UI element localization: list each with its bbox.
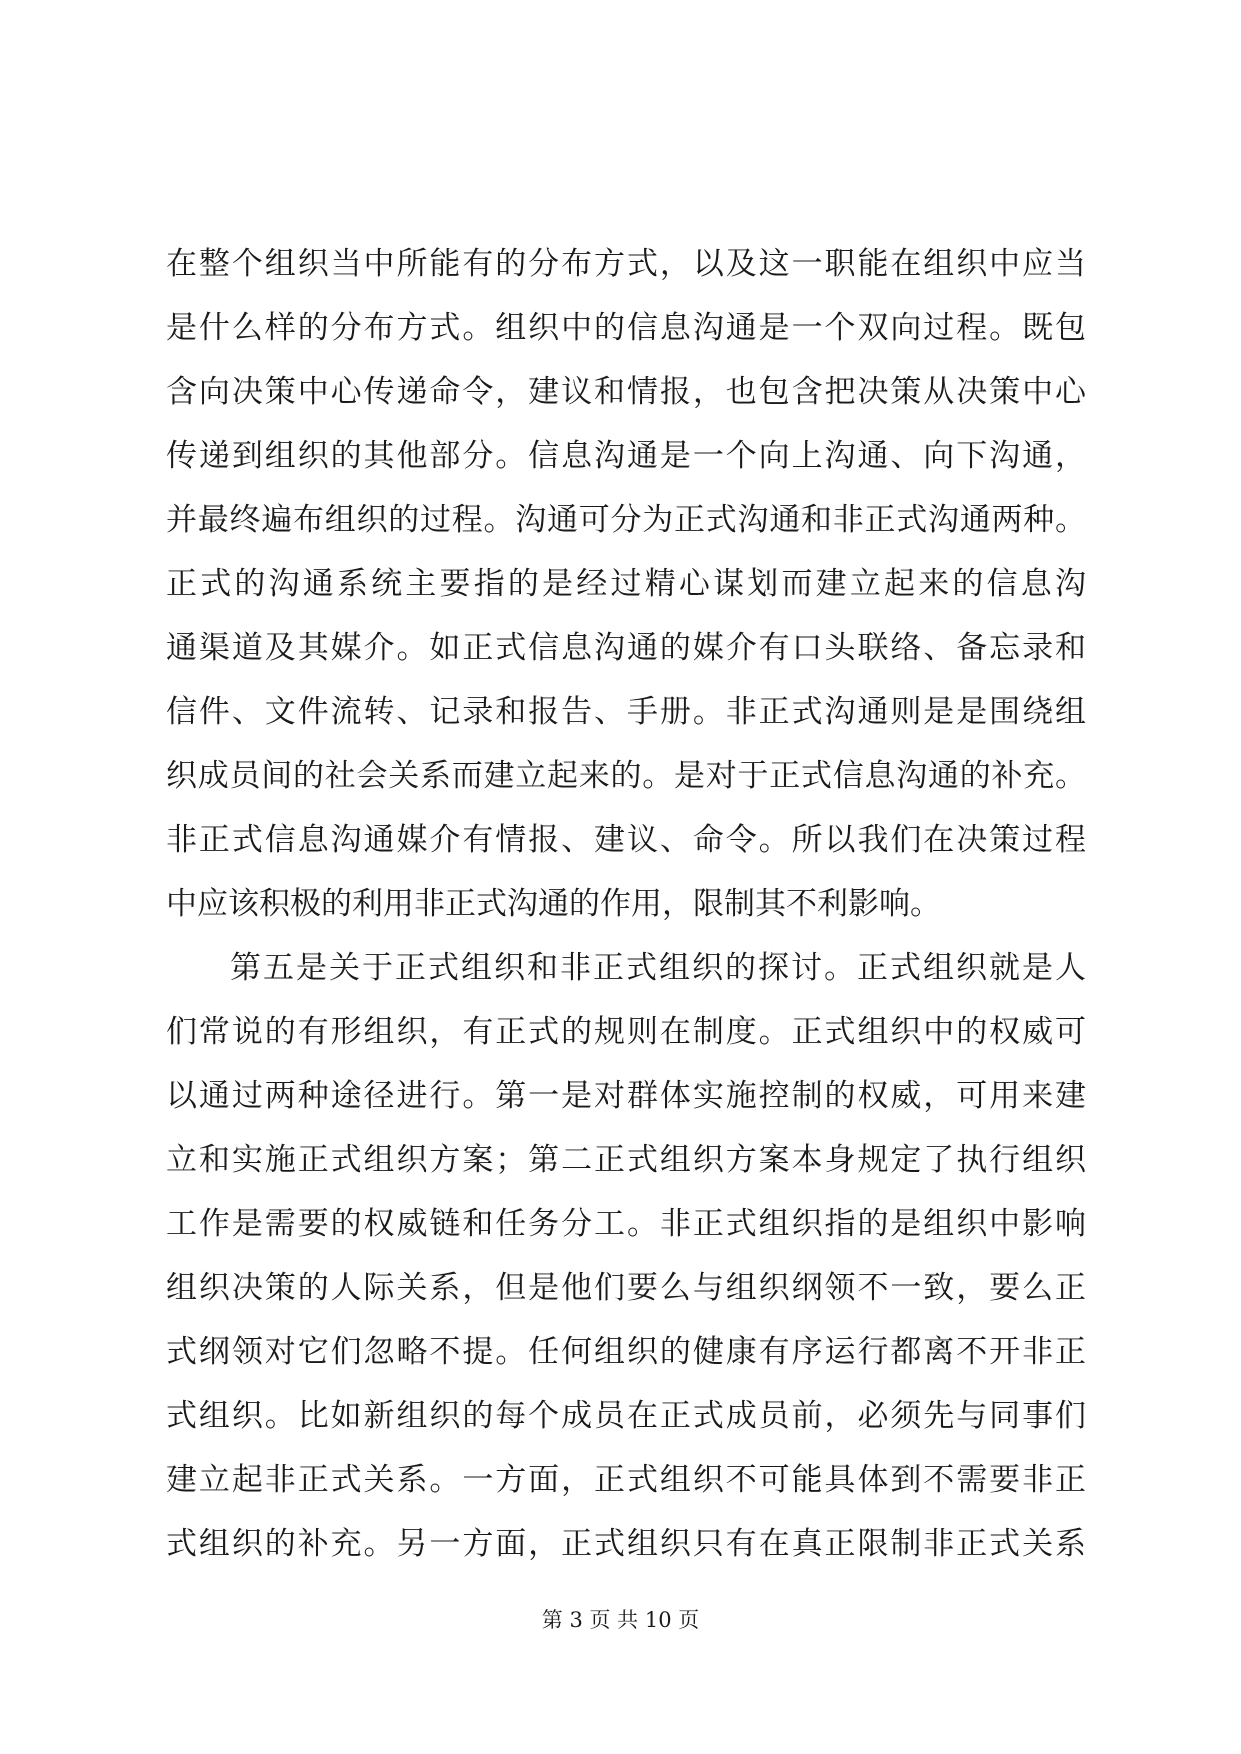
text-line: 式组织的补充。另一方面，正式组织只有在真正限制非正式关系 — [166, 1526, 1086, 1562]
text-line: 式组织。比如新组织的每个成员在正式成员前，必须先与同事们 — [166, 1398, 1086, 1434]
body-text — [166, 232, 1086, 1576]
text-line: 非正式信息沟通媒介有情报、建议、命令。所以我们在决策过程 — [166, 822, 1086, 858]
text-line: 并最终遍布组织的过程。沟通可分为正式沟通和非正式沟通两种。 — [166, 502, 1086, 538]
text-line: 组织决策的人际关系，但是他们要么与组织纲领不一致，要么正 — [166, 1270, 1086, 1306]
text-line: 式纲领对它们忽略不提。任何组织的健康有序运行都离不开非正 — [166, 1334, 1086, 1370]
text-line: 在整个组织当中所能有的分布方式，以及这一职能在组织中应当 — [166, 246, 1086, 282]
text-line: 正式的沟通系统主要指的是经过精心谋划而建立起来的信息沟 — [166, 566, 1086, 602]
text-line: 以通过两种途径进行。第一是对群体实施控制的权威，可用来建 — [166, 1078, 1086, 1114]
text-line: 传递到组织的其他部分。信息沟通是一个向上沟通、向下沟通， — [166, 438, 1086, 474]
text-line: 第五是关于正式组织和非正式组织的探讨。正式组织就是人 — [230, 950, 1086, 986]
text-line: 工作是需要的权威链和任务分工。非正式组织指的是组织中影响 — [166, 1206, 1086, 1242]
text-line: 信件、文件流转、记录和报告、手册。非正式沟通则是是围绕组 — [166, 694, 1086, 730]
text-line: 建立起非正式关系。一方面，正式组织不可能具体到不需要非正 — [166, 1462, 1086, 1498]
paragraph-formal-informal-organization — [166, 936, 1086, 1576]
page-number: 第 3 页 共 10 页 — [541, 1608, 700, 1632]
text-line: 中应该积极的利用非正式沟通的作用，限制其不利影响。 — [166, 886, 941, 922]
text-line: 通渠道及其媒介。如正式信息沟通的媒介有口头联络、备忘录和 — [166, 630, 1086, 666]
text-line: 织成员间的社会关系而建立起来的。是对于正式信息沟通的补充。 — [166, 758, 1086, 794]
text-line: 立和实施正式组织方案；第二正式组织方案本身规定了执行组织 — [166, 1142, 1086, 1178]
paragraph-communication — [166, 232, 1086, 936]
text-line: 是什么样的分布方式。组织中的信息沟通是一个双向过程。既包 — [166, 310, 1086, 346]
page-footer — [0, 1605, 1241, 1635]
text-line: 们常说的有形组织，有正式的规则在制度。正式组织中的权威可 — [166, 1014, 1086, 1050]
text-line: 含向决策中心传递命令，建议和情报，也包含把决策从决策中心 — [166, 374, 1086, 410]
